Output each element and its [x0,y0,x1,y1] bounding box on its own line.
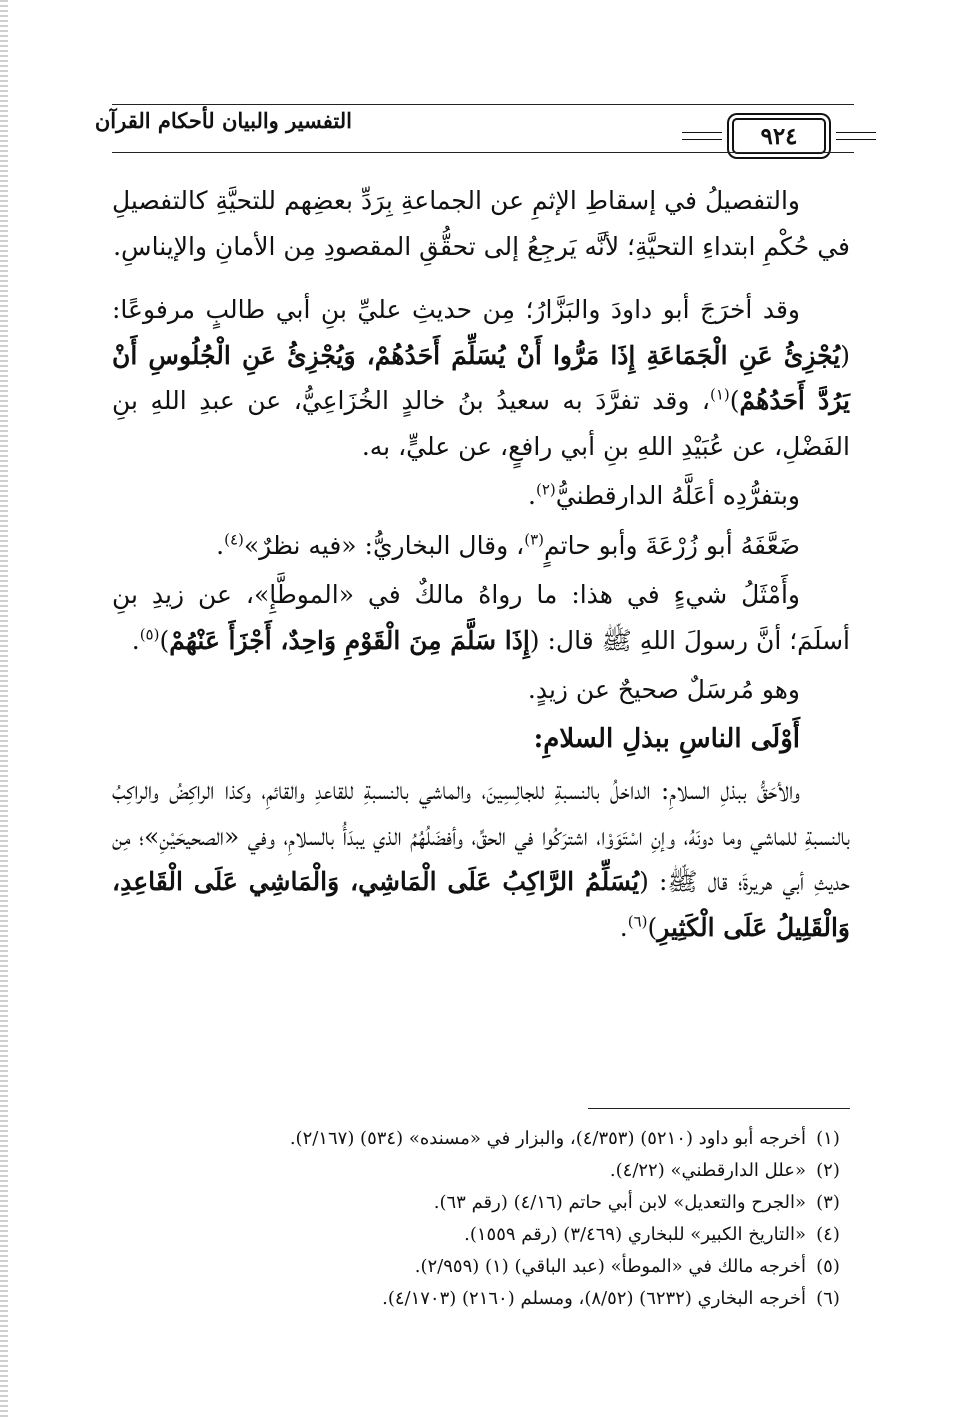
paragraph-3-text-a: وبتفرُّدِه أعَلَّهُ الدارقطنيُّ [555,481,800,510]
paragraph-5-text-b: ) [159,625,170,655]
footnote-number: (٥) [816,1256,840,1277]
footnote-ref-6[interactable]: (٦) [627,912,648,931]
paragraph-7-text-a: والأحَقُّ ببذلِ السلامِ: الداخلُ بالنسبةِ للجالِسِينَ، والماشي بالنسبةِ للقاعدِ والقائمِ، وكذا الراكِضُ والراكِبُ بالنسبةِ للماشي وما دونَهُ، وإنِ اسْتَوَوْا، اشترَكُوا في الحقِّ، وأفضَلُهُمُ الذي يبدَأُ بالسلامِ، وفي «الصحيحَيْنِ»؛ مِن حديثِ أبي هريرةَ؛ قال ﷺ: ( [112,776,850,896]
paragraph-7 [112,768,850,950]
footnote-text: أخرجه مالك في «الموطأ» (عبد الباقي) (١) (٢/٩٥٩). [414,1256,806,1277]
main-text [112,178,850,954]
paragraph-6 [112,667,850,713]
header-top-rule [112,104,854,105]
footnote-number: (٣) [816,1192,840,1213]
footnote-ref-4[interactable]: (٤) [224,530,244,549]
paragraph-7-text-b: ) [647,912,658,942]
page-number-ornament-left [682,132,722,140]
paragraph-4-text-c: . [216,530,225,560]
paragraph-6-text: وهو مُرسَلٌ صحيحٌ عن زيدٍ. [527,675,800,704]
footnote-number: (٢) [816,1160,840,1181]
page-edge [0,0,8,1417]
footnote-text: «الجرح والتعديل» لابن أبي حاتم (٤/١٦) (رقم ٦٣). [433,1192,806,1213]
footnote-ref-5[interactable]: (٥) [139,625,160,644]
running-title: التفسير والبيان لأحكام القرآن [94,108,352,133]
footnote-text: أخرجه البخاري (٦٢٣٢) (٨/٥٢)، ومسلم (٢١٦٠) (٤/١٧٠٣). [382,1288,806,1309]
paragraph-5-text-c: . [131,625,140,655]
paragraph-2-text-c: ، وقد تفرَّدَ به سعيدُ بنُ خالدٍ الخُزَاعِيُّ، عن عبدِ اللهِ بنِ الفَضْلِ، عن عُبَيْدِ اللهِ بنِ أبي رافعٍ، عن عليٍّ، به. [112,386,850,461]
page-number: ٩٢٤ [760,122,798,150]
footnote-text: أخرجه أبو داود (٥٢١٠) (٤/٣٥٣)، والبزار في «مسنده» (٥٣٤) (٢/١٦٧). [289,1128,806,1149]
paragraph-5 [112,572,850,663]
footnote-text: «التاريخ الكبير» للبخاري (٣/٤٦٩) (رقم ١٥٥٩). [464,1224,806,1245]
footnote-4 [112,1219,850,1251]
page-header [94,104,854,166]
hadith-quote-2: إِذَا سَلَّمَ مِنَ الْقَوْمِ وَاحِدٌ، أَجْزَأَ عَنْهُمْ [169,625,530,655]
paragraph-2-text-a: وقد أخرَجَ أبو داودَ والبَزَّارُ؛ مِن حديثِ عليِّ بنِ أبي طالبٍ مرفوعًا: ( [112,295,850,370]
page-number-ornament-right [836,132,876,140]
paragraph-4-text-a: ضَعَّفَهُ أبو زُرْعَةَ وأبو حاتمٍ [544,530,800,560]
footnote-ref-3[interactable]: (٣) [524,530,545,549]
hadith-quote-3: يُسَلِّمُ الرَّاكِبُ عَلَى الْمَاشِي، وَالْمَاشِي عَلَى الْقَاعِدِ، وَالْقَلِيلُ عَلَى الْكَثِيرِ [112,867,850,942]
footnote-3 [112,1187,850,1219]
footnote-5 [112,1251,850,1283]
page-number-box [732,118,826,154]
paragraph-7-text-c: . [619,912,628,942]
paragraph-4 [112,523,850,569]
footnote-number: (١) [816,1128,840,1149]
footnote-1 [112,1123,850,1155]
footnote-separator [588,1108,850,1109]
footnote-ref-2[interactable]: (٢) [535,480,556,499]
footnote-text: «علل الدارقطني» (٤/٢٢). [609,1160,806,1181]
section-heading: أَوْلَى الناسِ ببذلِ السلامِ: [533,723,800,754]
footnotes [112,1108,850,1315]
footnote-6 [112,1283,850,1315]
paragraph-1 [112,178,850,269]
footnote-number: (٤) [816,1224,840,1245]
paragraph-5-text-a: وأَمْثَلُ شيءٍ في هذا: ما رواهُ مالكٌ في «الموطَّإِ»، عن زيدِ بنِ أسلَمَ؛ أنَّ رسولَ اللهِ ﷺ قال: ( [112,580,850,655]
paragraph-1-text: والتفصيلُ في إسقاطِ الإثمِ عن الجماعةِ بِرَدِّ بعضِهم للتحيَّةِ كالتفصيلِ في حُكْمِ ابتداءِ التحيَّةِ؛ لأنَّه يَرجِعُ إلى تحقُّقِ المقصودِ مِن الأمانِ والإيناسِ. [112,186,850,261]
paragraph-4-text-b: ، وقال البخاريُّ: «فيه نظرٌ» [243,530,525,560]
paragraph-2 [112,287,850,469]
paragraph-2-text-b: ) [729,386,740,415]
footnote-ref-1[interactable]: (١) [709,385,730,404]
footnote-number: (٦) [816,1288,840,1309]
header-bottom-rule [112,152,854,153]
footnote-2 [112,1155,850,1187]
paragraph-3-text-b: . [528,481,536,510]
hadith-quote-1: يُجْزِئُ عَنِ الْجَمَاعَةِ إِذَا مَرُّوا أَنْ يُسَلِّمَ أَحَدُهُمْ، وَيُجْزِئُ عَنِ الْجُلُوسِ أَنْ يَرُدَّ أَحَدُهُمْ [112,340,850,415]
paragraph-3 [112,473,850,519]
